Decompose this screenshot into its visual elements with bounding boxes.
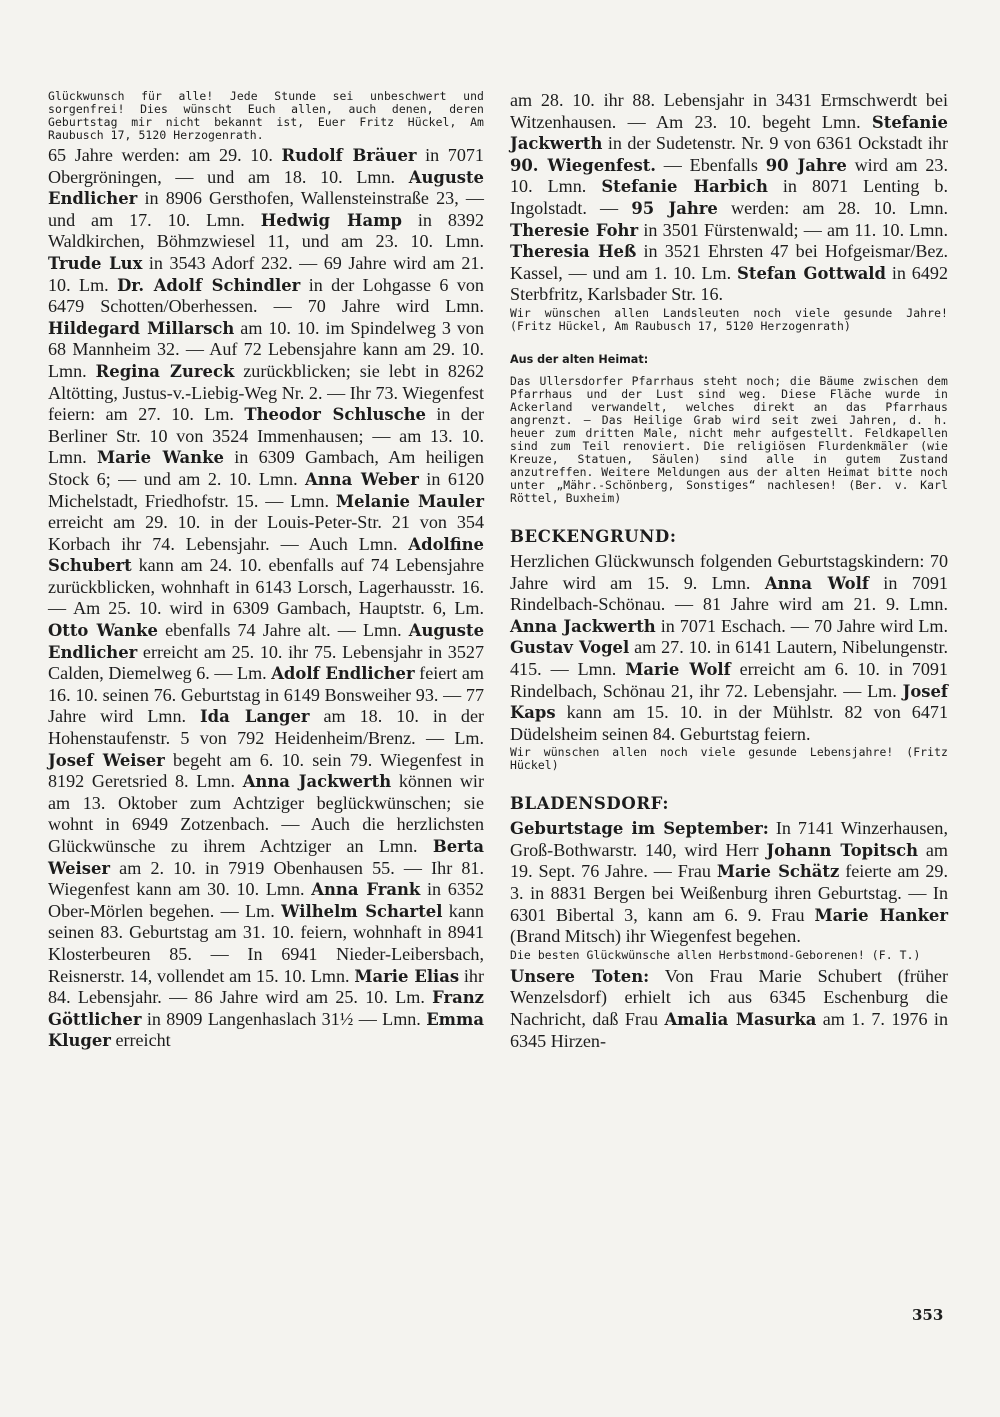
right-column [510, 90, 948, 1052]
bladensdorf-wish: Die besten Glückwünsche allen Herbstmond-Geborenen! (F. T.) [510, 947, 921, 962]
birthday-list-right: am 28. 10. ihr 88. Lebensjahr in 3431 Ermschwerdt bei Witzenhausen. — Am 23. 10. begeht Lmn. Stefanie Jackwerth in der Sudetenstr. Nr. 9 von 6361 Ockstadt ihr 90. Wiegenfest. — Ebenfalls 90 Jahre wird am 23. 10. Lmn. Stefanie Harbich in 8071 Lenting b. Ingolstadt. — 95 Jahre werden: am 28. 10. Lmn. Theresie Fohr in 3501 Fürstenwald; — am 11. 10. Lmn. Theresia Heß in 3521 Ehrsten 47 bei Hofgeismar/Bez. Kassel, — und am 1. 10. Lm. Stefan Gottwald in 6492 Sterbfritz, Karlsbader Str. 16. [510, 90, 949, 305]
beckengrund-wish: Wir wünschen allen noch viele gesunde Lebensjahre! (Fritz Hückel) [510, 745, 948, 773]
heimat-report: Das Ullersdorfer Pfarrhaus steht noch; die Bäume zwischen dem Pfarrhaus und der Lust sind weg. Diese Fläche wurde in Ackerland verwandelt, welches direkt an das Pfarrhaus angrenzt. — Das Heilige Grab wird seit zwei Jahren, d. h. heuer zum dritten Male, nicht mehr aufgestellt. Feldkapellen sind zum Teil renoviert. Die religiösen Flurdenkmäler (wie Kreuze, Statuen, Säulen) sind alle in gutem Zustand anzutreffen. Weitere Meldungen aus der alten Heimat bitte noch unter „Mähr.-Schönberg, Sonstiges“ nachlesen! (Ber. v. Karl Röttel, Buxheim) [510, 373, 948, 505]
page-number: 353 [912, 1306, 944, 1324]
wish-note: Wir wünschen allen Landsleuten noch viele gesunde Jahre! (Fritz Hückel, Am Raubusch 17, 5120 Herzogenrath) [510, 305, 948, 333]
intro-greeting: Glückwunsch für alle! Jede Stunde sei unbeschwert und sorgenfrei! Dies wünscht Euch allen, auch denen, deren Geburtstag mir nicht bekannt ist, Euer Fritz Hückel, Am Raubusch 17, 5120 Herzogenrath. [48, 89, 484, 142]
section-heading-bladensdorf: BLADENSDORF: [510, 794, 670, 814]
left-column [48, 90, 484, 1052]
obituary-text: Unsere Toten: Von Frau Marie Schubert (früher Wenzelsdorf) erhielt ich aus 6345 Eschenburg die Nachricht, daß Frau Amalia Masurka am 1. 7. 1976 in 6345 Hirzen- [510, 965, 949, 1051]
beckengrund-text: Herzlichen Glückwunsch folgenden Geburtstagskindern: 70 Jahre wird am 15. 9. Lmn. Anna Wolf in 7091 Rindelbach-Schönau. — 81 Jahre wird am 21. 9. Lmn. Anna Jackwerth in 7071 Eschach. — 70 Jahre wird Lm. Gustav Vogel am 27. 10. in 6141 Lautern, Nibelungenstr. 415. — Lmn. Marie Wolf erreicht am 6. 10. in 7091 Rindelbach, Schönau 21, ihr 72. Lebensjahr. — Lm. Josef Kaps kann am 15. 10. in der Mühlstr. 82 von 6471 Düdelsheim seinen 84. Geburtstag feiern. [510, 550, 948, 744]
birthday-list-left: 65 Jahre werden: am 29. 10. Rudolf Bräuer in 7071 Obergröningen, — und am 18. 10. Lmn. Auguste Endlicher in 8906 Gersthofen, Wallensteinstraße 23, — und am 17. 10. Lmn. Hedwig Hamp in 8392 Waldkirchen, Böhmzwiesel 11, und am 23. 10. Lmn. Trude Lux in 3543 Adorf 232. — 69 Jahre wird am 21. 10. Lm. Dr. Adolf Schindler in der Lohgasse 6 von 6479 Schotten/Oberhessen. — 70 Jahre wird Lmn. Hildegard Millarsch am 10. 10. im Spindelweg 3 von 68 Mannheim 32. — Auf 72 Lebensjahre kann am 29. 10. Lmn. Regina Zureck zurückblicken; sie lebt in 8262 Altötting, Justus-v.-Liebig-Weg Nr. 2. — Ihr 73. Wiegenfest feiern: am 27. 10. Lm. Theodor Schlusche in der Berliner Str. 10 von 3524 Immenhausen; — am 13. 10. Lmn. Marie Wanke in 6309 Gambach, Am heiligen Stock 6; — und am 2. 10. Lmn. Anna Weber in 6120 Michelstadt, Friedhofstr. 15. — Lmn. Melanie Mauler erreicht am 29. 10. in der Louis-Peter-Str. 21 von 354 Korbach ihr 74. Lebensjahr. — Auch Lmn. Adolfine Schubert kann am 24. 10. ebenfalls auf 74 Lebensjahre zurückblicken, wohnhaft in 6143 Lorsch, Lagerhausstr. 16. — Am 25. 10. wird in 6309 Gambach, Hauptstr. 6, Lm. Otto Wanke ebenfalls 74 Jahre alt. — Lmn. Auguste Endlicher erreicht am 25. 10. ihr 75. Lebensjahr in 3527 Calden, Diemelweg 6. — Lm. Adolf Endlicher feiert am 16. 10. seinen 76. Geburtstag in 6149 Bonsweiher 93. — 77 Jahre wird Lmn. Ida Langer am 18. 10. in der Hohenstaufenstr. 5 von 792 Heidenheim/Brenz. — Lm. Josef Weiser begeht am 6. 10. sein 79. Wiegenfest in 8192 Geretsried 8. Lmn. Anna Jackwerth können wir am 13. Oktober zum Achtziger beglückwünschen; sie wohnt in 6949 Zotzenbach. — Auch die herzlichsten Glückwünsche zu ihrem Achtziger an Lmn. Berta Weiser am 2. 10. in 7919 Obenhausen 55. — Ihr 81. Wiegenfest kann am 30. 10. Lmn. Anna Frank in 6352 Ober-Mörlen begehen. — Lm. Wilhelm Schartel kann seinen 83. Geburtstag am 31. 10. feiern, wohnhaft in 8941 Klosterbeuren 85. — In 6941 Nieder-Leibersbach, Reisnerstr. 14, vollendet am 15. 10. Lmn. Marie Elias ihr 84. Lebensjahr. — 86 Jahre wird am 25. 10. Lm. Franz Göttlicher in 8909 Langenhaslach 31½ — Lmn. Emma Kluger erreicht [48, 145, 485, 1051]
section-heading-beckengrund: BECKENGRUND: [510, 526, 677, 546]
heimat-subheading: Aus der alten Heimat: [510, 352, 649, 366]
bladensdorf-text: Geburtstage im September: In 7141 Winzerhausen, Groß-Bothwarstr. 140, wird Herr Johann Topitsch am 19. Sept. 76 Jahre. — Frau Marie Schätz feierte am 29. 3. in 8831 Bergen bei Weißenburg ihren Geburtstag. — In 6301 Bibertal 3, kann am 6. 9. Frau Marie Hanker (Brand Mitsch) ihr Wiegenfest begehen. [510, 818, 948, 947]
